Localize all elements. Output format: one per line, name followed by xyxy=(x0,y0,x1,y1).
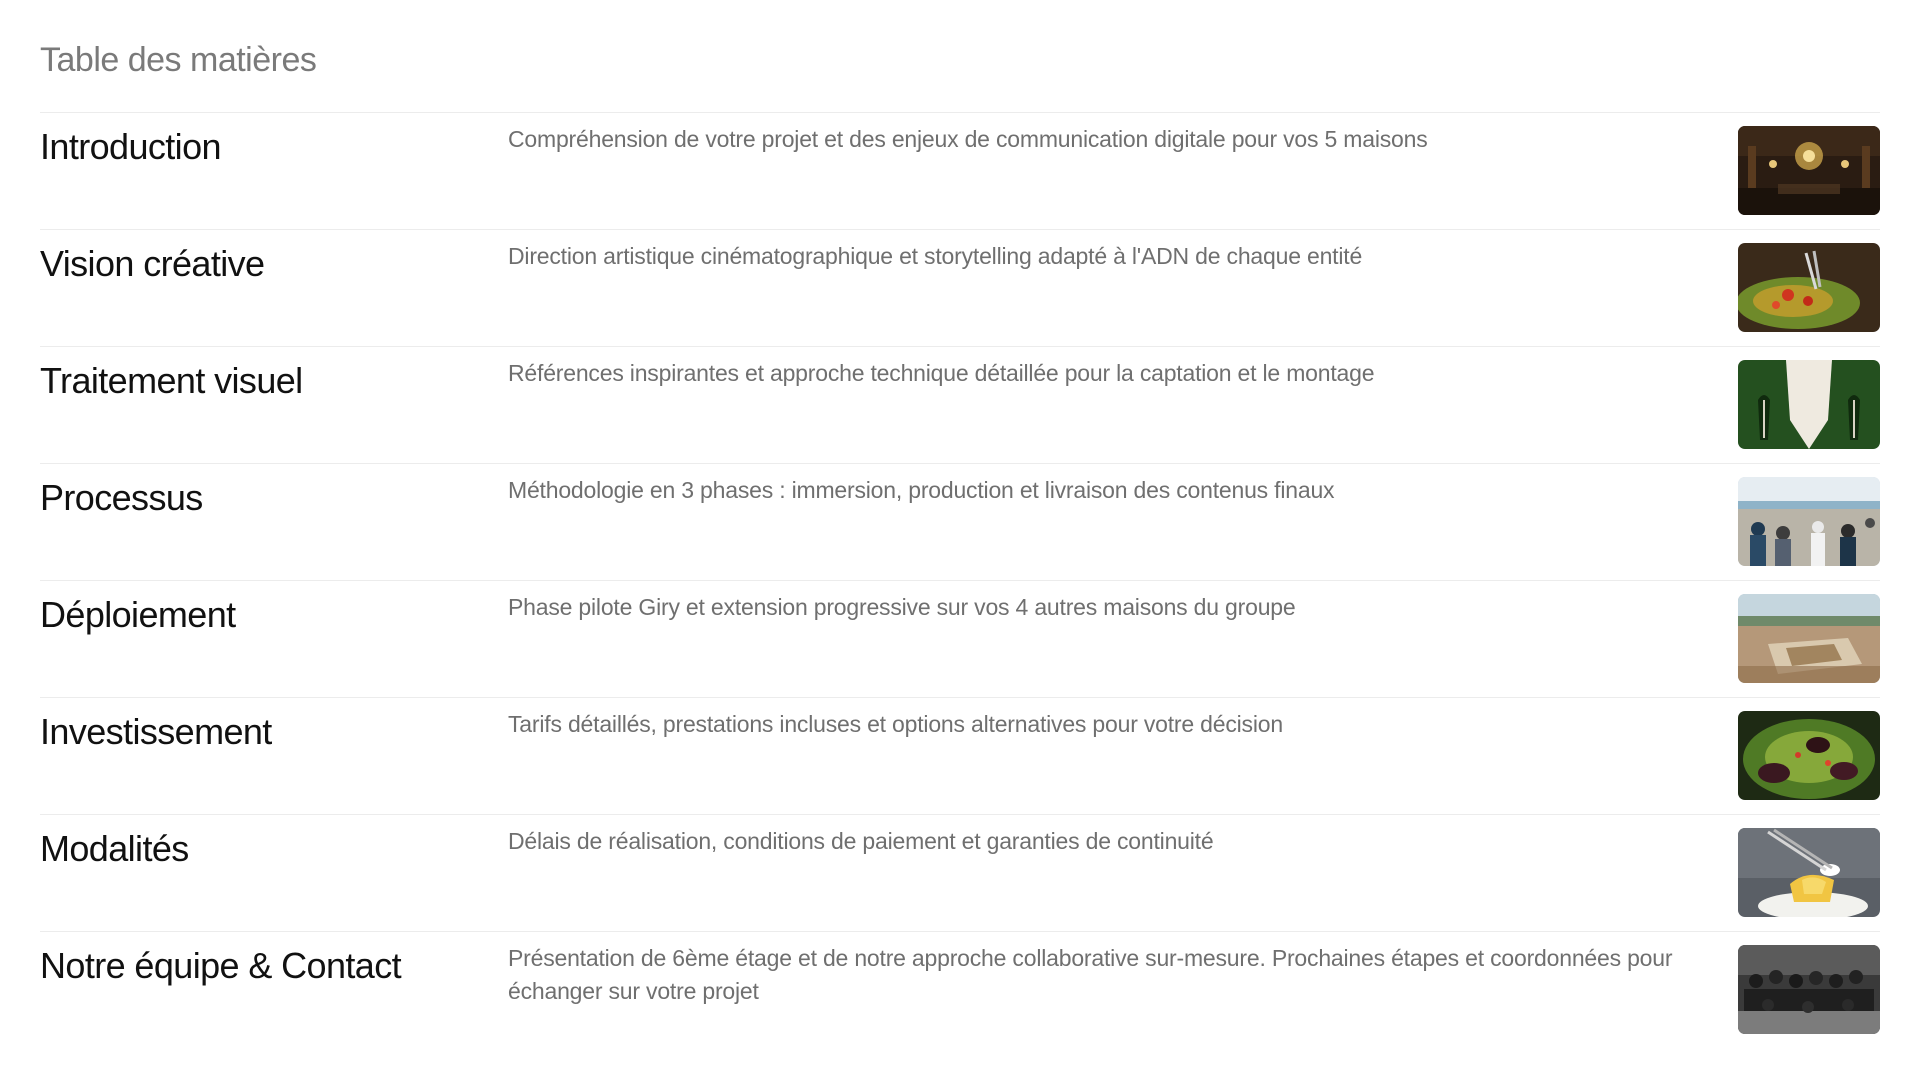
plated-dish-photo xyxy=(1738,243,1880,332)
page-title: Table des matières xyxy=(40,41,317,79)
toc-item-title: Modalités xyxy=(40,828,189,869)
toc-item-title: Notre équipe & Contact xyxy=(40,945,402,986)
toc-item-title: Vision créative xyxy=(40,243,265,284)
toc-item-title: Processus xyxy=(40,477,203,518)
toc-item-description: Tarifs détaillés, prestations incluses et options alternatives pour votre décision xyxy=(508,711,1283,737)
toc-item-description: Délais de réalisation, conditions de paiement et garanties de continuité xyxy=(508,828,1214,854)
toc-list xyxy=(40,112,1880,1048)
toc-row-equipe-contact[interactable] xyxy=(40,931,1880,1048)
toc-item-description: Méthodologie en 3 phases : immersion, production et livraison des contenus finaux xyxy=(508,477,1335,503)
toc-item-title: Introduction xyxy=(40,126,221,167)
team-bw-photo xyxy=(1738,945,1880,1034)
toc-row-modalites[interactable] xyxy=(40,814,1880,931)
toc-row-traitement-visuel[interactable] xyxy=(40,346,1880,463)
toc-item-description: Direction artistique cinématographique et storytelling adapté à l'ADN de chaque entité xyxy=(508,243,1363,269)
toc-item-description: Références inspirantes et approche technique détaillée pour la captation et le montage xyxy=(508,360,1375,386)
toc-item-title: Investissement xyxy=(40,711,272,752)
toc-item-description: Présentation de 6ème étage et de notre approche collaborative sur-mesure. Prochaines étapes et coordonnées pour échanger sur votre projet xyxy=(508,945,1673,1004)
chandelier-hall-photo xyxy=(1738,126,1880,215)
seaside-crowd-photo xyxy=(1738,477,1880,566)
toc-item-description: Compréhension de votre projet et des enjeux de communication digitale pour vos 5 maisons xyxy=(508,126,1428,152)
toc-row-processus[interactable] xyxy=(40,463,1880,580)
green-plate-photo xyxy=(1738,711,1880,800)
toc-row-deploiement[interactable] xyxy=(40,580,1880,697)
toc-row-introduction[interactable] xyxy=(40,112,1880,229)
toc-item-title: Traitement visuel xyxy=(40,360,303,401)
toc-item-description: Phase pilote Giry et extension progressive sur vos 4 autres maisons du groupe xyxy=(508,594,1296,620)
aerial-estate-photo xyxy=(1738,594,1880,683)
toc-row-vision-creative[interactable] xyxy=(40,229,1880,346)
green-jacket-photo xyxy=(1738,360,1880,449)
toc-item-title: Déploiement xyxy=(40,594,236,635)
toc-row-investissement[interactable] xyxy=(40,697,1880,814)
tweezers-dessert-photo xyxy=(1738,828,1880,917)
